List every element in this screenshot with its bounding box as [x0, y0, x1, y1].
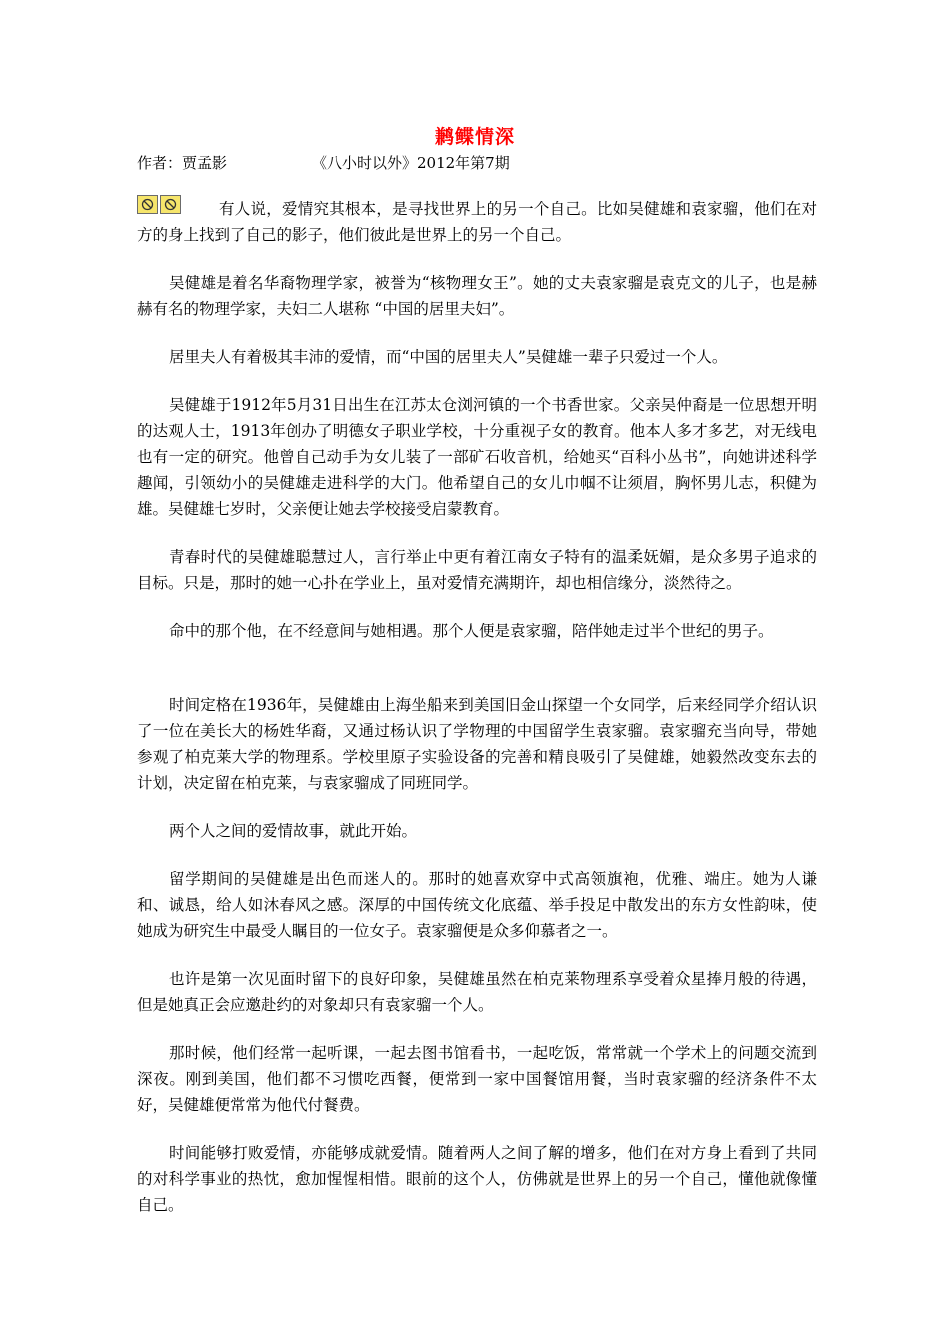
paragraph: 命中的那个他，在不经意间与她相遇。那个人便是袁家骝，陪伴她走过半个世纪的男子。	[169, 622, 774, 640]
paragraph: 那时候，他们经常一起听课，一起去图书馆看书，一起吃饭，常常就一个学术上的问题交流到深夜。刚到美国，他们都不习惯吃西餐，便常到一家中国餐馆用餐，当时袁家骝的经济条件不太好，吴健雄便常常为他代付餐费。	[137, 1044, 817, 1114]
paragraph: 留学期间的吴健雄是出色而迷人的。那时的她喜欢穿中式高领旗袍，优雅、端庄。她为人谦和、诚恳，给人如沐春风之感。深厚的中国传统文化底蕴、举手投足中散发出的东方女性韵味，使她成为研究生中最受人瞩目的一位女子。袁家骝便是众多仰慕者之一。	[137, 870, 817, 940]
paragraph: 时间能够打败爱情，亦能够成就爱情。随着两人之间了解的增多，他们在对方身上看到了共同的对科学事业的热忱，愈加惺惺相惜。眼前的这个人，仿佛就是世界上的另一个自己，懂他就像懂自己。	[137, 1144, 817, 1214]
paragraph: 也许是第一次见面时留下的良好印象，吴健雄虽然在柏克莱物理系享受着众星捧月般的待遇，但是她真正会应邀赴约的对象却只有袁家骝一个人。	[137, 970, 817, 1014]
article-body	[137, 196, 817, 1240]
author-name: 作者：贾孟影	[137, 154, 228, 172]
paragraph: 有人说，爱情究其根本，是寻找世界上的另一个自己。比如吴健雄和袁家骝，他们在对方的身上找到了自己的影子，他们彼此是世界上的另一个自己。	[137, 200, 817, 244]
article-title: 鹣鲽情深	[434, 126, 515, 148]
byline	[137, 152, 510, 173]
paragraph: 居里夫人有着极其丰沛的爱情，而“中国的居里夫人”吴健雄一辈子只爱过一个人。	[169, 348, 728, 366]
paragraph: 吴健雄是着名华裔物理学家，被誉为“核物理女王”。她的丈夫袁家骝是袁克文的儿子，也是赫赫有名的物理学家，夫妇二人堪称 “中国的居里夫妇”。	[137, 274, 817, 318]
paragraph: 两个人之间的爱情故事，就此开始。	[169, 822, 418, 840]
paragraph: 青春时代的吴健雄聪慧过人，言行举止中更有着江南女子特有的温柔妩媚，是众多男子追求的目标。只是，那时的她一心扑在学业上，虽对爱情充满期许，却也相信缘分，淡然待之。	[137, 548, 817, 592]
publication-source: 《八小时以外》2012年第7期	[312, 154, 510, 172]
paragraph: 时间定格在1936年，吴健雄由上海坐船来到美国旧金山探望一个女同学，后来经同学介绍认识了一位在美长大的杨姓华裔，又通过杨认识了学物理的中国留学生袁家骝。袁家骝充当向导，带她参观了柏克莱大学的物理系。学校里原子实验设备的完善和精良吸引了吴健雄，她毅然改变东去的计划，决定留在柏克莱，与袁家骝成了同班同学。	[137, 696, 817, 792]
paragraph: 吴健雄于1912年5月31日出生在江苏太仓浏河镇的一个书香世家。父亲吴仲裔是一位思想开明的达观人士，1913年创办了明德女子职业学校，十分重视子女的教育。他本人多才多艺，对无线电也有一定的研究。他曾自己动手为女儿装了一部矿石收音机，给她买“百科小丛书”，向她讲述科学趣闻，引领幼小的吴健雄走进科学的大门。他希望自己的女儿巾帼不让须眉，胸怀男儿志，积健为雄。吴健雄七岁时，父亲便让她去学校接受启蒙教育。	[137, 396, 817, 518]
